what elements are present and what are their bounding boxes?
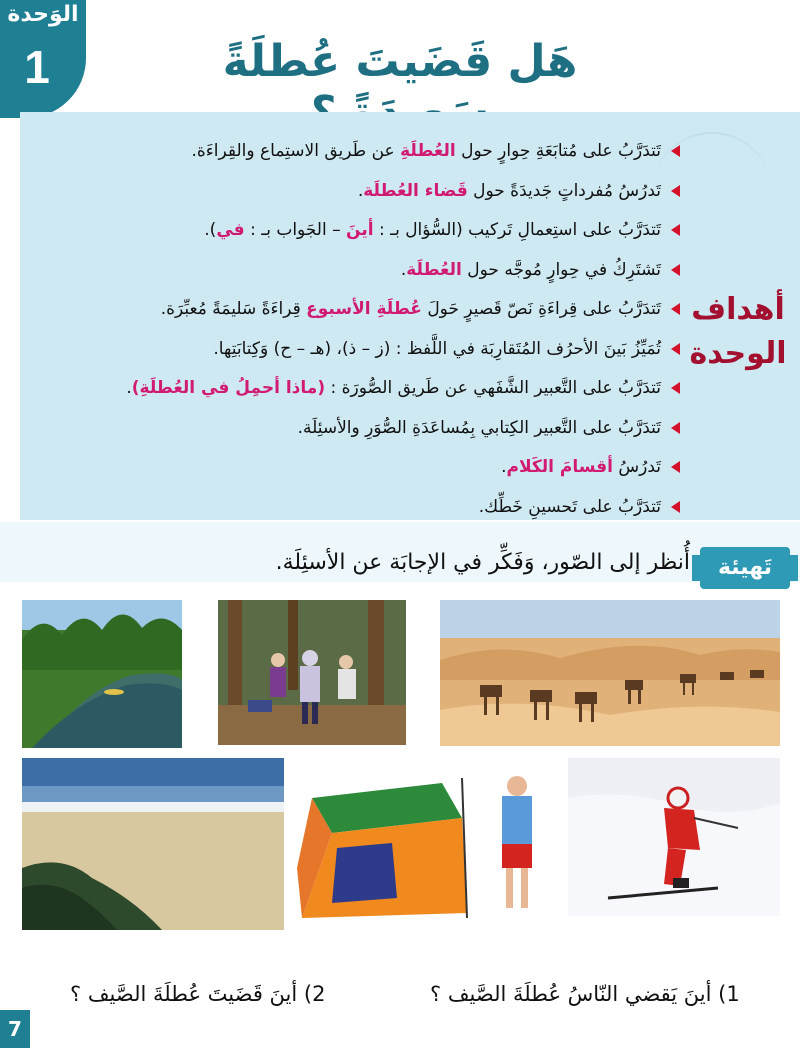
objectives-heading — [688, 288, 788, 376]
triangle-bullet-icon — [671, 501, 680, 513]
triangle-bullet-icon — [671, 185, 680, 197]
triangle-bullet-icon — [671, 422, 680, 434]
objective-item: تَتدَرَّبُ على التَّعبير الشَّفَهي عن طَريق الصُّورَة : (ماذا أحمِلُ في العُطلَةِ). — [140, 369, 680, 409]
river-photo — [22, 600, 182, 748]
question-2-text: أينَ قَضَيتَ عُطلَةَ الصَّيف ؟ — [70, 982, 304, 1006]
triangle-bullet-icon — [671, 224, 680, 236]
objective-item: تَتدَرَّبُ على مُتابَعَةِ حِوارٍ حول العُطلَةِ عن طَريق الاستِماع والقِراءَة. — [140, 132, 680, 172]
tent-illustration — [292, 758, 562, 933]
objective-item: تَشتَرِكُ في حِوارٍ مُوجَّه حول العُطلَة. — [140, 251, 680, 291]
question-1 — [430, 982, 740, 1006]
warmup-tag: تَهيئة — [700, 547, 790, 589]
unit-number: 1 — [24, 41, 50, 93]
triangle-bullet-icon — [671, 303, 680, 315]
question-2-number: 2) — [303, 982, 326, 1006]
objective-item: تَدرُسُ مُفرداتٍ جَديدَةً حول قَضاء العُطلَة. — [140, 172, 680, 212]
objective-item: تَتدَرَّبُ على قِراءَةِ نَصّ قَصيرٍ حَولَ عُطلَةِ الأسبوع قِراءَةً سَليمَةً مُعبِّرَة. — [140, 290, 680, 330]
warmup-instruction: أُنظر إلى الصّور، وَفَكِّر في الإجابَة عن الأسئِلَة. — [275, 550, 690, 575]
triangle-bullet-icon — [671, 382, 680, 394]
objective-item: تَتدَرَّبُ على تَحسينِ خَطِّك. — [140, 488, 680, 528]
forest-camp-photo — [218, 600, 406, 745]
objective-item: تَتدَرَّبُ على التَّعبير الكِتابي بِمُساعَدَةِ الصُّوَرِ والأسئِلَة. — [140, 409, 680, 449]
unit-label: الوَحدة — [7, 2, 79, 27]
triangle-bullet-icon — [671, 145, 680, 157]
page-title: هَل قَضَيتَ عُطلَةً — [222, 36, 578, 87]
objectives-list — [126, 132, 680, 527]
unit-badge — [0, 0, 86, 118]
objectives-heading-line2: الوحدة — [689, 336, 787, 371]
question-1-text: أينَ يَقضي النّاسُ عُطلَةَ الصَّيف ؟ — [430, 982, 719, 1006]
objective-item: تَتدَرَّبُ على استِعمالِ تَركيب (السُّؤال بـ : أينَ – الجَواب بـ : في). — [140, 211, 680, 251]
triangle-bullet-icon — [671, 461, 680, 473]
beach-photo — [22, 758, 284, 930]
question-1-number: 1) — [718, 982, 740, 1006]
desert-caravan-photo — [440, 600, 780, 746]
objective-item: تُمَيِّزُ بَينَ الأحرُف المُتَقارِبَة في اللَّفظ : (ز – ذ)، (هـ – ح) وَكِتابَتِها. — [140, 330, 680, 370]
objective-item: تَدرُسُ أقسامَ الكَلام. — [140, 448, 680, 488]
objectives-heading-line1: أهداف — [691, 292, 785, 327]
skiing-photo — [568, 758, 780, 916]
page-number: 7 — [0, 1010, 30, 1048]
triangle-bullet-icon — [671, 343, 680, 355]
triangle-bullet-icon — [671, 264, 680, 276]
question-2 — [70, 982, 325, 1006]
